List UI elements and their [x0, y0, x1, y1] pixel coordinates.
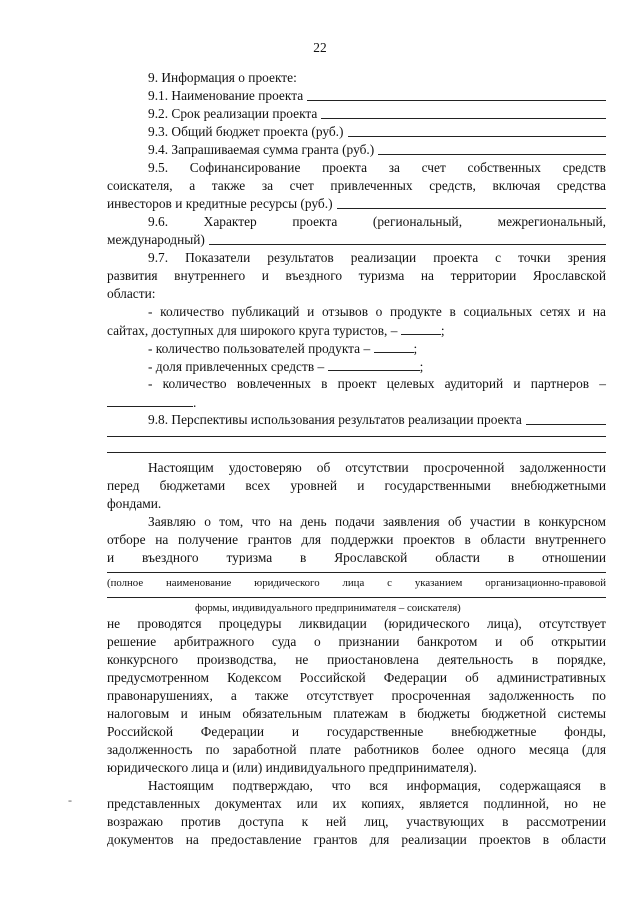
fill-blank: [328, 358, 420, 371]
fill-blank: [337, 196, 606, 209]
declaration2-line5: решение арбитражного суда о признании банкротом и об открытии: [107, 634, 606, 649]
field-label: 9.4. Запрашиваемая сумма гранта (руб.): [148, 142, 375, 157]
semicolon: ;: [440, 323, 445, 338]
field-grant-amount: [148, 142, 606, 158]
fill-blank: [526, 412, 606, 425]
field-label: 9.3. Общий бюджет проекта (руб.): [148, 124, 344, 139]
fill-line: [107, 597, 606, 598]
declaration2-line2: отборе на получение грантов для поддержки проектов в области внутреннего: [107, 532, 606, 547]
bullet-audiences-blank: [107, 394, 196, 411]
para-9-5-line2: соискателя, а также за счет привлеченных средств, включая средства: [107, 178, 606, 193]
page-number: 22: [313, 40, 327, 55]
declaration2-line8: правонарушениях, а также отсутствует просроченная задолженность по: [107, 688, 606, 703]
field-label: международный): [107, 232, 205, 247]
declaration3-line2: представленных документах или их копиях, является подлинной, но не: [107, 796, 606, 811]
fill-line: [107, 436, 606, 437]
declaration3-line4: документов на предоставление грантов для реализации проектов в области: [107, 832, 606, 847]
declaration3-line1: Настоящим подтверждаю, что вся информация, содержащаяся в: [148, 778, 606, 793]
fill-blank: [378, 142, 606, 155]
fill-blank: [107, 394, 193, 407]
para-9-6-line1: 9.6. Характер проекта (региональный, межрегиональный,: [148, 214, 606, 229]
declaration2-line11: задолженность по заработной плате работников более одного месяца (для: [107, 742, 606, 757]
fill-line: [107, 572, 606, 573]
declaration2-line7: предусмотренном Кодексом Российской Федерации об административных: [107, 670, 606, 685]
bullet-text: - количество пользователей продукта –: [148, 341, 371, 356]
section-heading: 9. Информация о проекте:: [148, 70, 297, 85]
declaration2-line1: Заявляю о том, что на день подачи заявления об участии в конкурсном: [148, 514, 606, 529]
field-label: 9.8. Перспективы использования результатов реализации проекта: [148, 412, 522, 427]
declaration2-line9: налоговым и иным обязательным платежам в бюджеты бюджетной системы: [107, 706, 606, 721]
para-9-7-line3: области:: [107, 286, 156, 301]
fill-blank: [348, 124, 607, 137]
field-project-character: [107, 232, 606, 248]
field-label: 9.1. Наименование проекта: [148, 88, 304, 103]
declaration1-line1: Настоящим удостоверяю об отсутствии просроченной задолженности: [148, 460, 606, 475]
semicolon: ;: [413, 341, 418, 356]
bullet-text: - доля привлеченных средств –: [148, 359, 325, 374]
declaration1-line2: перед бюджетами всех уровней и государственными внебюджетными: [107, 478, 606, 493]
bullet-audiences: - количество вовлеченных в проект целевых аудиторий и партнеров –: [148, 376, 606, 391]
bullet-publications-line2: [107, 322, 445, 339]
field-project-term: [148, 106, 606, 122]
footnote-line1: (полное наименование юридического лица с указанием организационно-правовой: [107, 577, 606, 589]
declaration3-line3: возражаю против доступа к ней лиц, участвующих в рассмотрении: [107, 814, 606, 829]
margin-mark: -: [68, 793, 72, 807]
bullet-publications-line1: - количество публикаций и отзывов о продукте в социальных сетях и на: [148, 304, 606, 319]
bullet-attracted-funds: [148, 358, 423, 375]
declaration2-line10: Российской Федерации и государственные внебюджетные фонды,: [107, 724, 606, 739]
semicolon: ;: [419, 359, 424, 374]
bullet-users: [148, 340, 417, 357]
declaration2-line6: конкурсного производства, не приостановлена деятельность в порядке,: [107, 652, 606, 667]
field-cofinancing: [107, 196, 606, 212]
period: .: [193, 395, 197, 410]
declaration2-line12: юридического лица и (или) индивидуального предпринимателя).: [107, 760, 477, 775]
fill-blank: [374, 340, 414, 353]
para-9-7-line2: развития внутреннего и въездного туризма на территории Ярославской: [107, 268, 606, 283]
fill-blank: [321, 106, 606, 119]
field-label: 9.2. Срок реализации проекта: [148, 106, 318, 121]
declaration2-line3: и въездного туризма в Ярославской области в отношении: [107, 550, 606, 565]
field-prospects: [148, 412, 606, 428]
declaration2-line4: не проводятся процедуры ликвидации (юридического лица), отсутствует: [107, 616, 606, 631]
field-project-budget: [148, 124, 606, 140]
fill-blank: [209, 232, 606, 245]
para-9-5-line1: 9.5. Софинансирование проекта за счет собственных средств: [148, 160, 606, 175]
para-9-7-line1: 9.7. Показатели результатов реализации проекта с точки зрения: [148, 250, 606, 265]
field-project-name: [148, 88, 606, 104]
footnote-line2: формы, индивидуального предпринимателя – соискателя): [195, 602, 461, 614]
bullet-text: сайтах, доступных для широкого круга туристов, –: [107, 323, 398, 338]
fill-blank: [401, 322, 441, 335]
field-label: инвесторов и кредитные ресурсы (руб.): [107, 196, 333, 211]
fill-blank: [307, 88, 606, 101]
declaration1-line3: фондами.: [107, 496, 162, 511]
fill-line: [107, 452, 606, 453]
